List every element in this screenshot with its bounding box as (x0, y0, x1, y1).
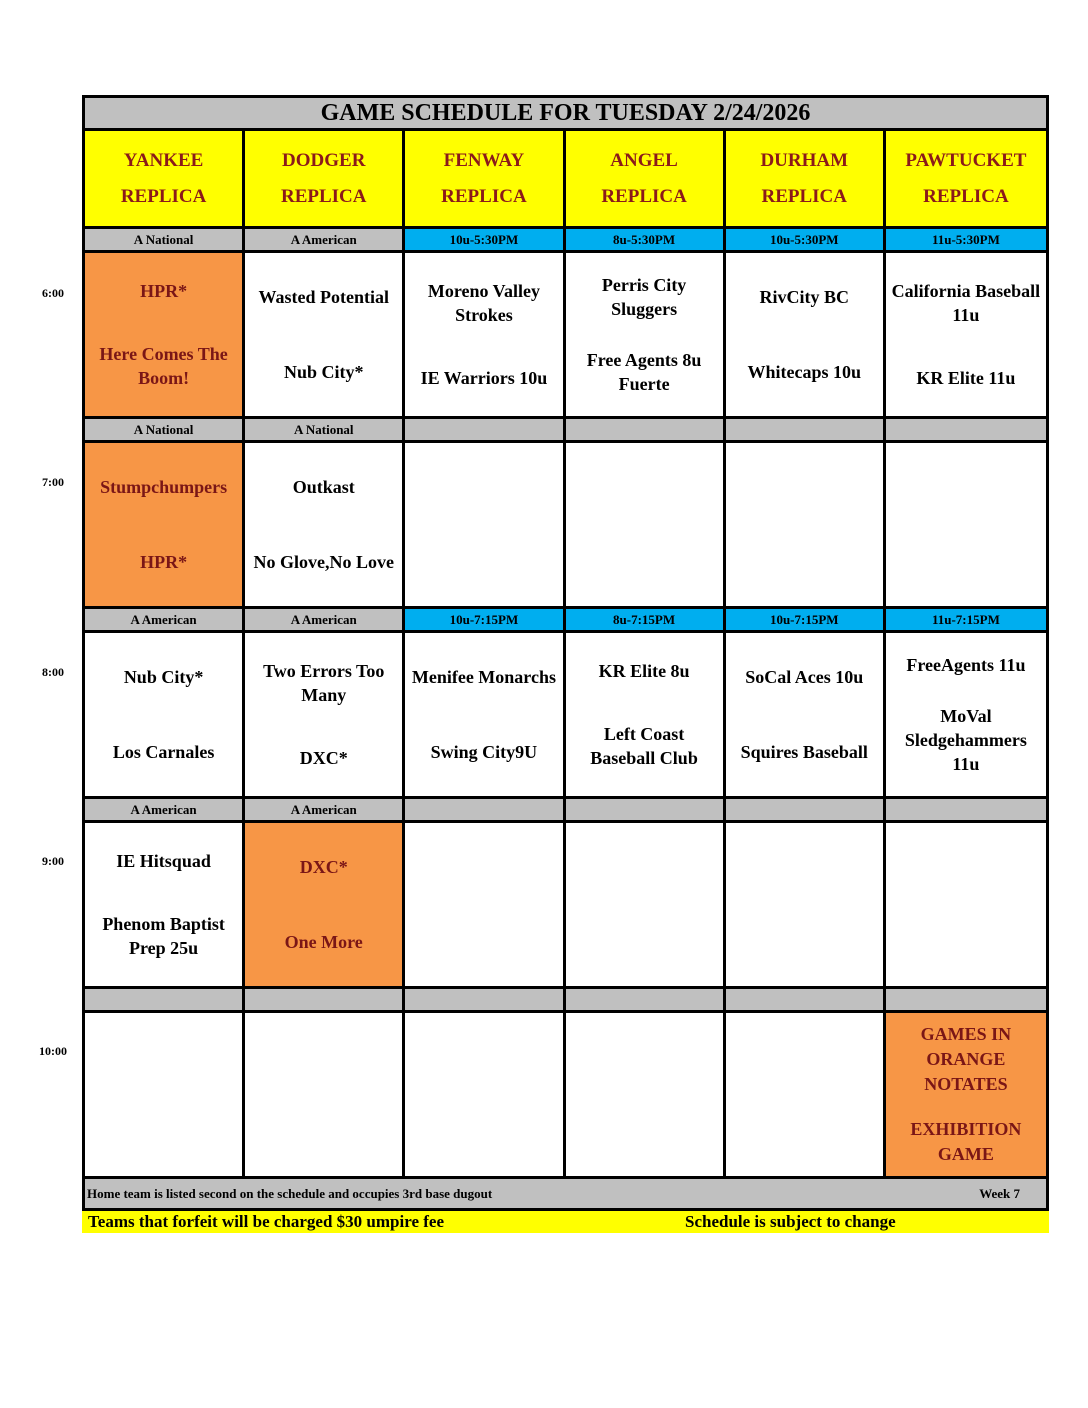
game-cell (566, 1013, 726, 1179)
time-8-00: 8:00 (42, 665, 64, 679)
footer-info-bar (82, 1179, 1049, 1211)
age-time-label: 8u-7:15PM (566, 609, 726, 633)
division-label: A National (245, 419, 405, 443)
field-name: ANGEL (610, 149, 678, 171)
division-label: A American (85, 609, 245, 633)
home-team: MoVal Sledgehammers 11u (904, 706, 1027, 775)
game-cell (566, 443, 726, 609)
division-label (726, 989, 886, 1013)
schedule-sheet (82, 95, 1049, 1233)
field-sub: REPLICA (441, 185, 527, 207)
field-sub: REPLICA (601, 185, 687, 207)
schedule-title: GAME SCHEDULE FOR TUESDAY 2/24/2026 (82, 95, 1049, 131)
game-cell (566, 253, 726, 419)
home-team: Los Carnales (112, 742, 215, 763)
home-team: IE Warriors 10u (420, 368, 548, 389)
away-team: Nub City* (123, 666, 204, 687)
game-cell-exhibition (85, 253, 245, 419)
game-cell (245, 633, 405, 799)
field-header-durham (726, 131, 886, 229)
field-sub: REPLICA (923, 185, 1009, 207)
field-name: DODGER (282, 149, 366, 171)
field-header-yankee (85, 131, 245, 229)
exhibition-legend (886, 1013, 1046, 1179)
game-cell (405, 823, 565, 989)
game-cell-exhibition (85, 443, 245, 609)
division-label (566, 989, 726, 1013)
forfeit-notice: Teams that forfeit will be charged $30 umpire fee (88, 1212, 444, 1231)
game-cell (726, 443, 886, 609)
away-team: Wasted Potential (258, 286, 389, 307)
field-sub: REPLICA (280, 185, 367, 207)
time-9-00: 9:00 (42, 854, 64, 868)
away-team: California Baseball 11u (891, 280, 1041, 325)
game-cell (886, 253, 1046, 419)
division-label: A National (85, 229, 245, 253)
division-label: A American (245, 609, 405, 633)
home-team: Free Agents 8u Fuerte (586, 350, 702, 395)
game-cell (726, 633, 886, 799)
time-6-00: 6:00 (42, 286, 64, 300)
division-label (85, 989, 245, 1013)
home-team: Here Comes The Boom! (99, 344, 228, 389)
division-label (566, 419, 726, 443)
time-10-00: 10:00 (39, 1044, 67, 1058)
division-label (886, 989, 1046, 1013)
division-label (405, 799, 565, 823)
division-label: A National (85, 419, 245, 443)
away-team: Menifee Monarchs (411, 666, 556, 687)
field-header-angel (566, 131, 726, 229)
schedule-grid (82, 131, 1049, 1179)
game-cell-exhibition (245, 823, 405, 989)
schedule-change-notice: Schedule is subject to change (685, 1212, 896, 1231)
legend-line-1: GAMES IN ORANGE NOTATES (920, 1024, 1012, 1094)
division-label (886, 419, 1046, 443)
footer-notice-bar (82, 1211, 1049, 1233)
division-label (566, 799, 726, 823)
away-team: Stumpchumpers (100, 476, 228, 497)
division-label: A American (85, 799, 245, 823)
game-cell (886, 443, 1046, 609)
field-name: DURHAM (760, 149, 849, 171)
field-header-pawtucket (886, 131, 1046, 229)
away-team: DXC* (299, 856, 348, 877)
game-cell (245, 1013, 405, 1179)
away-team: Two Errors Too Many (263, 660, 385, 705)
game-cell (726, 823, 886, 989)
game-cell (566, 823, 726, 989)
home-team: Left Coast Baseball Club (590, 724, 698, 769)
game-cell (245, 443, 405, 609)
away-team: Outkast (292, 476, 355, 497)
home-team: Phenom Baptist Prep 25u (102, 914, 225, 959)
away-team: HPR* (140, 280, 188, 301)
away-team: RivCity BC (759, 286, 849, 307)
field-sub: REPLICA (761, 185, 847, 207)
division-label (245, 989, 405, 1013)
away-team: Perris City Sluggers (601, 274, 687, 319)
game-cell (85, 633, 245, 799)
field-name: FENWAY (443, 149, 525, 171)
game-cell (886, 823, 1046, 989)
home-team: DXC* (299, 748, 348, 769)
game-cell (405, 633, 565, 799)
game-cell (405, 1013, 565, 1179)
game-cell (245, 253, 405, 419)
field-name: PAWTUCKET (905, 149, 1027, 171)
week-label: Week 7 (979, 1185, 1020, 1201)
game-cell (405, 443, 565, 609)
home-team: Nub City* (283, 362, 364, 383)
home-team-note: Home team is listed second on the schedule and occupies 3rd base dugout (87, 1185, 493, 1201)
away-team: FreeAgents 11u (906, 654, 1026, 675)
field-header-dodger (245, 131, 405, 229)
away-team: SoCal Aces 10u (745, 666, 864, 687)
field-sub: REPLICA (120, 185, 207, 207)
age-time-label: 10u-7:15PM (405, 609, 565, 633)
home-team: One More (284, 932, 363, 953)
game-cell (85, 1013, 245, 1179)
age-time-label: 8u-5:30PM (566, 229, 726, 253)
away-team: KR Elite 8u (598, 660, 690, 681)
game-cell (85, 823, 245, 989)
division-label (405, 989, 565, 1013)
time-7-00: 7:00 (42, 475, 64, 489)
age-time-label: 10u-5:30PM (726, 229, 886, 253)
division-label: A American (245, 799, 405, 823)
age-time-label: 11u-7:15PM (886, 609, 1046, 633)
game-cell (566, 633, 726, 799)
home-team: KR Elite 11u (916, 368, 1016, 389)
game-cell (405, 253, 565, 419)
division-label (886, 799, 1046, 823)
age-time-label: 10u-7:15PM (726, 609, 886, 633)
legend-line-2: EXHIBITION GAME (910, 1119, 1022, 1164)
division-label (726, 799, 886, 823)
field-name: YANKEE (123, 149, 204, 171)
division-label: A American (245, 229, 405, 253)
game-cell (726, 1013, 886, 1179)
division-label (726, 419, 886, 443)
home-team: No Glove,No Love (253, 552, 394, 573)
age-time-label: 10u-5:30PM (405, 229, 565, 253)
away-team: Moreno Valley Strokes (427, 280, 540, 325)
home-team: Squires Baseball (740, 742, 868, 763)
away-team: IE Hitsquad (116, 850, 211, 871)
age-time-label: 11u-5:30PM (886, 229, 1046, 253)
home-team: HPR* (140, 552, 188, 573)
home-team: Whitecaps 10u (747, 362, 861, 383)
home-team: Swing City9U (430, 742, 538, 763)
field-header-fenway (405, 131, 565, 229)
game-cell (886, 633, 1046, 799)
division-label (405, 419, 565, 443)
game-cell (726, 253, 886, 419)
